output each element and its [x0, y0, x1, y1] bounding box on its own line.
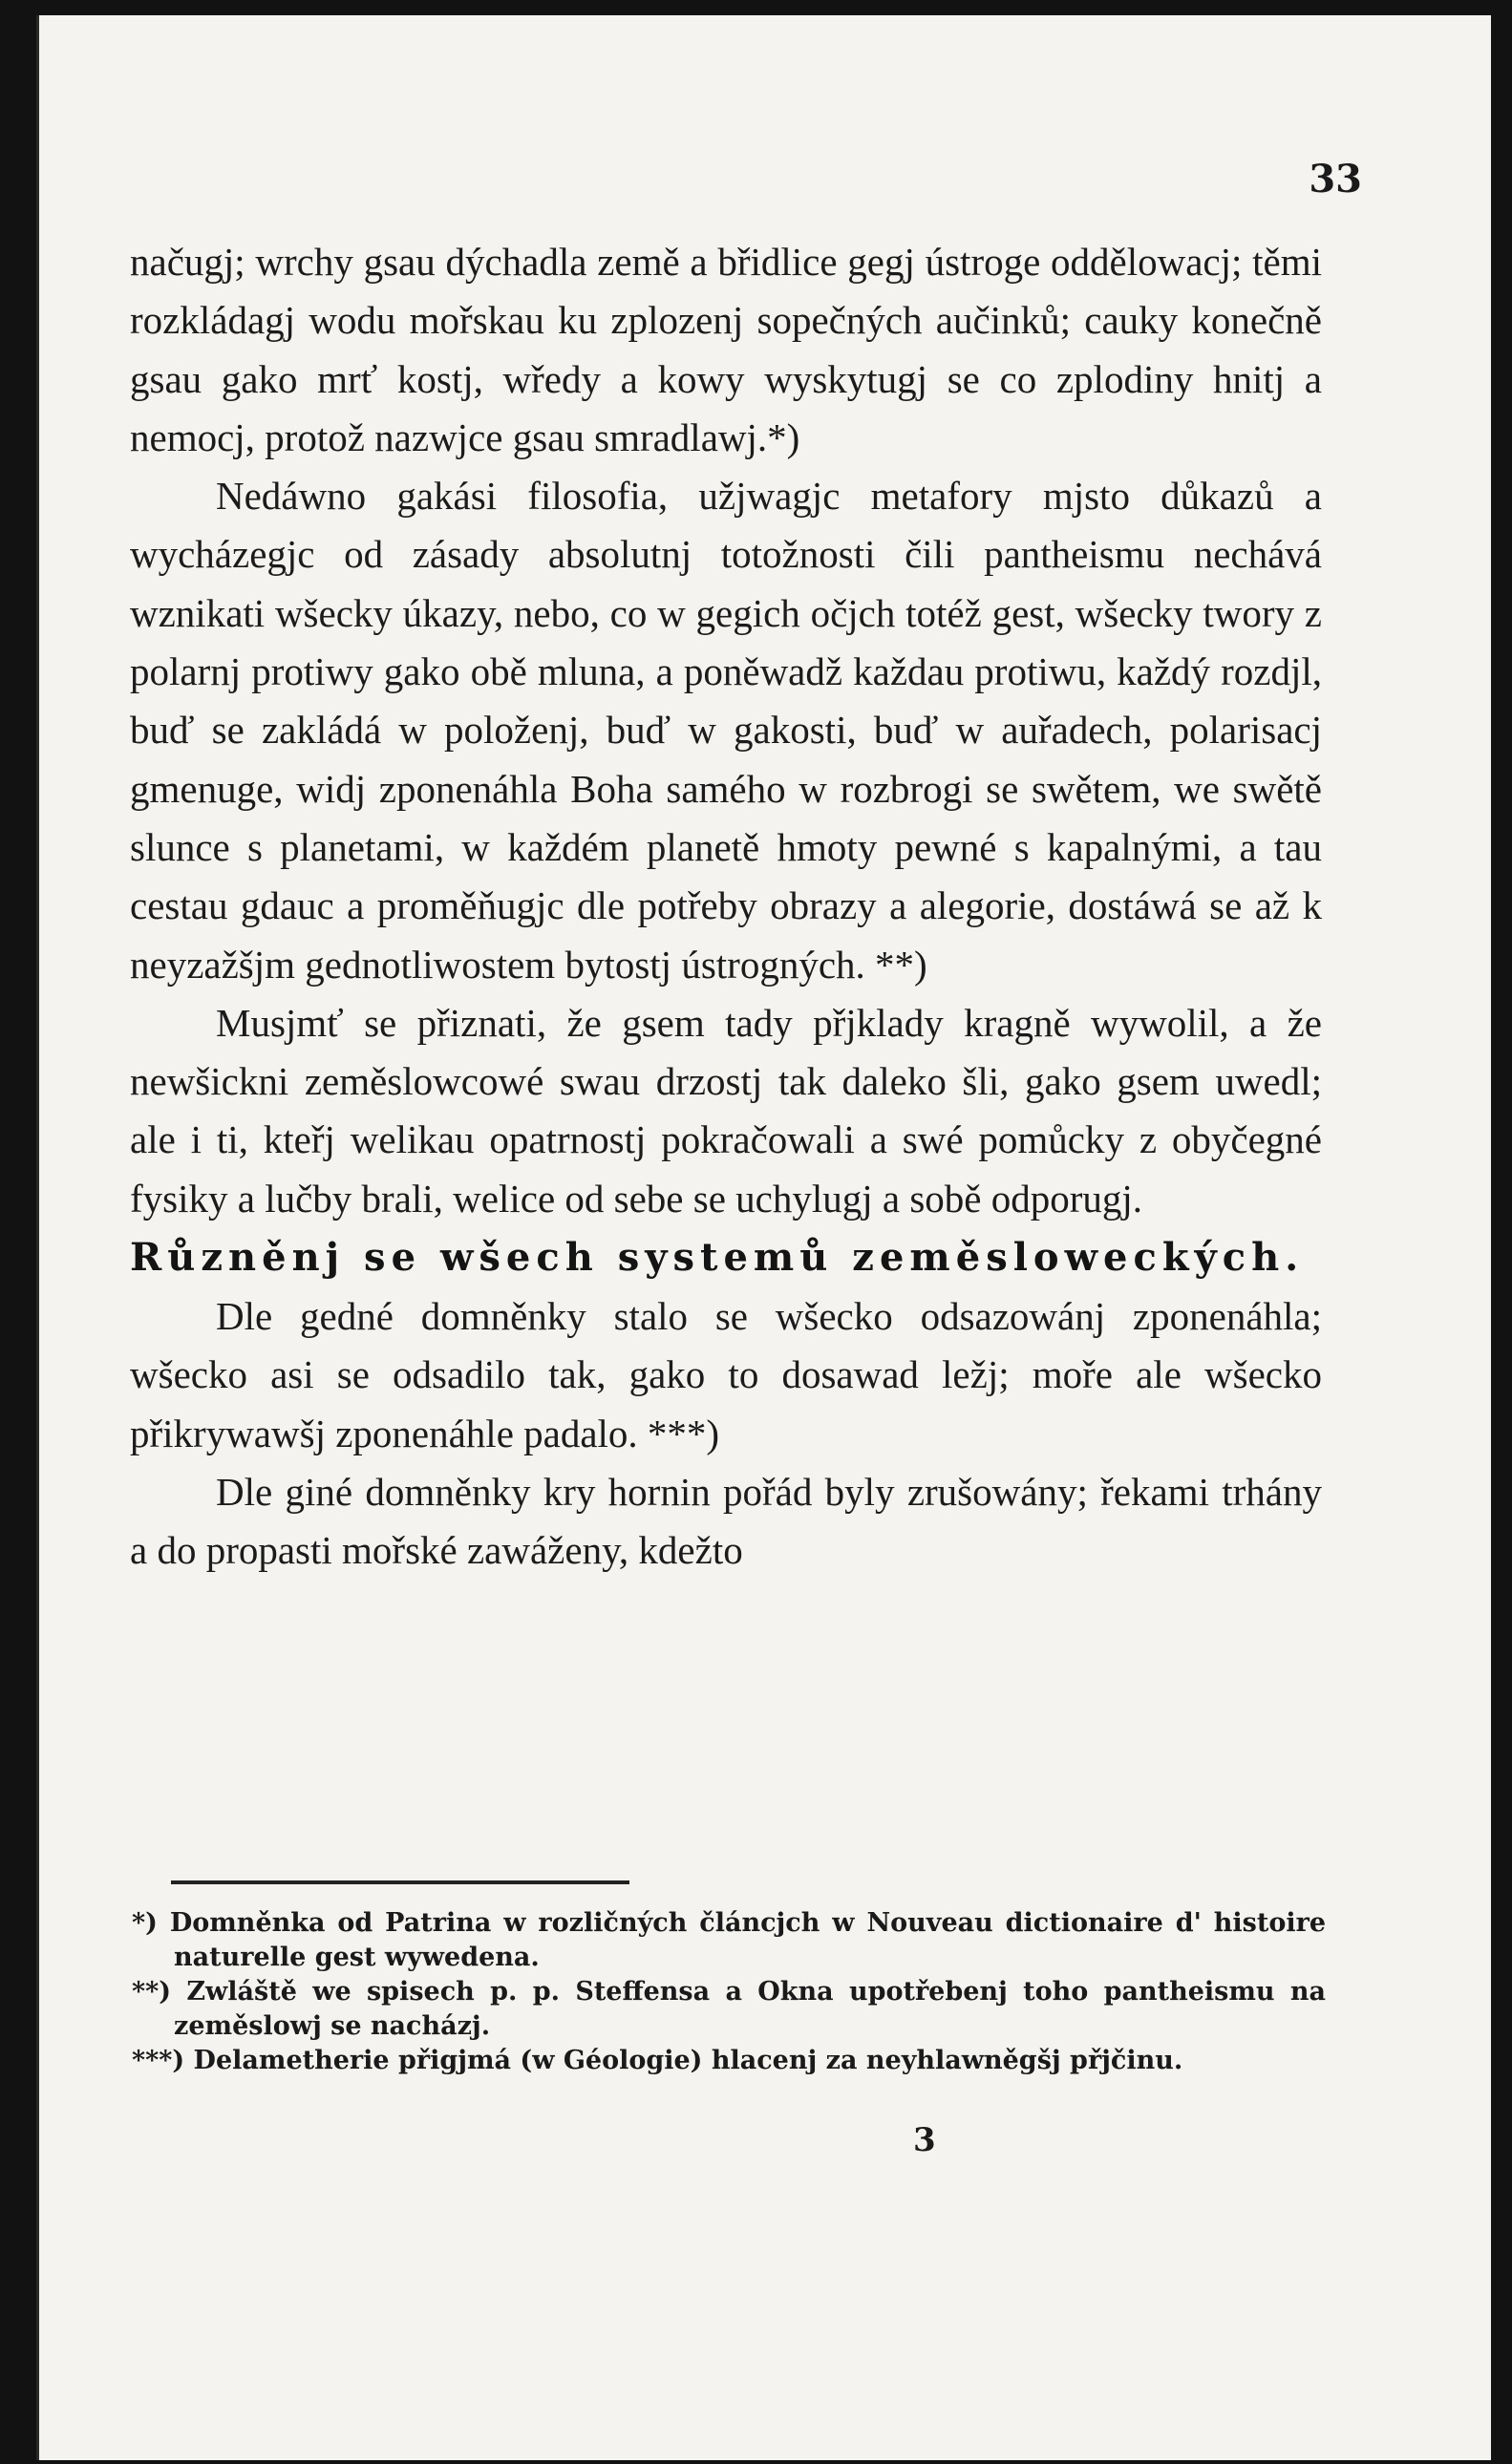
paragraph: Dle giné domněnky kry hornin pořád byly zrušowány; řekami trhány a do propasti mořské zawáženy, kdežto: [130, 1469, 1322, 1573]
footnote: ***) Delametherie přigjmá (w Géologie) hlacenj za neyhlawněgšj přjčinu.: [132, 2046, 1183, 2075]
page-number: 33: [1309, 157, 1362, 202]
paragraph: Dle gedné domněnky stalo se wšecko odsazowánj zponenáhla; wšecko asi se odsadilo tak, gako to dosawad ležj; moře ale wšecko přikrywawšj zponenáhle padalo. ***): [130, 1294, 1322, 1455]
book-page: [36, 15, 1491, 2460]
footnote-divider: [171, 1880, 629, 1884]
signature-mark: 3: [913, 2121, 936, 2159]
paragraph: Nedáwno gakási filosofia, užjwagjc metafory mjsto důkazů a wycházegjc od zásady absolutnj totožnosti čili pantheismu nechává wznikati wšecky úkazy, nebo, co w gegich očjch totéž gest, wšecky twory z polarnj protiwy gako obě mluna, a poněwadž každau protiwu, každý rozdjl, buď se zakládá w položenj, buď w gakosti, buď w auřadech, polarisacj gmenuge, widj zponenáhla Boha samého w rozbrogi se swětem, we swětě slunce s planetami, w každém planetě hmoty pewné s kapalnými, a tau cestau gdauc a proměňugjc dle potřeby obrazy a alegorie, dostáwá se až k neyzažšjm gednotliwostem bytostj ústrogných. **): [130, 474, 1322, 987]
paragraph: Musjmť se přiznati, že gsem tady přjklady kragně wywolil, a že newšickni zeměslowcowé swau drzostj tak daleko šli, gako gsem uwedl; ale i ti, kteřj welikau opatrnostj pokračowali a swé pomůcky z obyčegné fysiky a lučby brali, welice od sebe se uchylugj a sobě odporugj.: [130, 1000, 1322, 1221]
paragraph: načugj; wrchy gsau dýchadla země a břidlice gegj ústroge oddělowacj; těmi rozkládagj wodu mořskau ku zplozenj sopečných aučinků; cauky konečně gsau gako mrť kostj, wředy a kowy wyskytugj se co zplodiny hnitj a nemocj, protož nazwjce gsau smradlawj.*): [130, 240, 1322, 459]
footnotes: [132, 1906, 1326, 2078]
footnote: **) Zwláště we spisech p. p. Steffensa a Okna upotřebenj toho pantheismu na zeměslowj se nacházj.: [132, 1977, 1326, 2041]
section-heading: Různěnj se wšech systemů zeměsloweckých.: [130, 1235, 1305, 1281]
footnote: *) Domněnka od Patrina w rozličných článcjch w Nouveau dictionaire d' histoire naturelle gest wywedena.: [132, 1908, 1326, 1972]
body-text: [130, 233, 1322, 1581]
